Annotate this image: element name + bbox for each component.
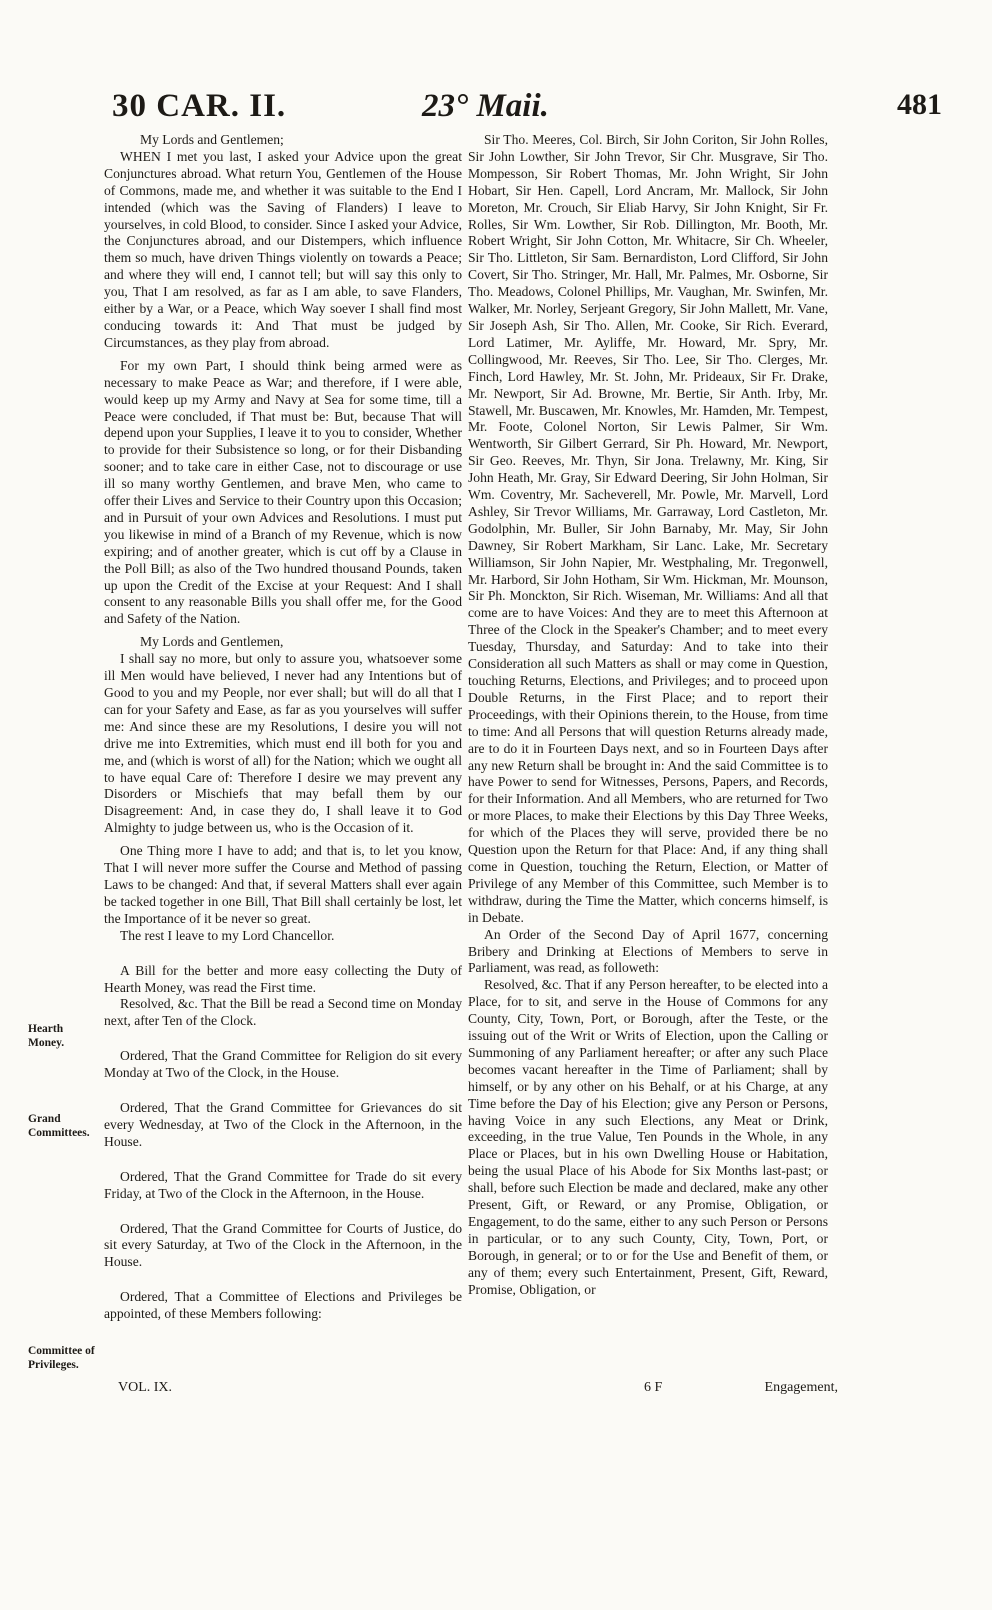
catchword: Engagement,: [764, 1380, 838, 1395]
paragraph: For my own Part, I should think being armed were as necessary to make Peace as War; and therefore, if I were able, would keep up my Army and Navy at Sea for some time, till a Peace were concluded, if That must be: But, because That will depend upon your Supplies, I leave it to you to consider, Whether to provide for their Subsistence so long, or for their Disbanding sooner; and to take care in either Case, not to discourage or use ill so many worthy Gentlemen, and brave Men, who came to offer their Lives and Service to their Country upon this Occasion; and in Pursuit of your own Advices and Resolutions. I must put you likewise in mind of a Branch of my Revenue, which is now expiring; and of another greater, which is cut off by a Clause in the Poll Bill; as also of the Two hundred thousand Pounds, taken up upon the Credit of the Excise at your Request: And I shall consent to any reasonable Bills you shall offer me, for the Good and Safety of the Nation.: [104, 357, 462, 627]
margin-note-hearth-money: Hearth Money.: [28, 1023, 65, 1049]
margin-note-committee-of-privileges: Committee of Privileges.: [28, 1345, 95, 1371]
paragraph: Ordered, That a Committee of Elections and Privileges be appointed, of these Members following:: [104, 1289, 462, 1322]
left-column: [104, 132, 462, 1323]
paragraph: The rest I leave to my Lord Chancellor.: [120, 927, 335, 943]
paragraph: Sir Tho. Meeres, Col. Birch, Sir John Coriton, Sir John Rolles, Sir John Lowther, Sir John Trevor, Sir Chr. Musgrave, Sir Tho. Mompesson, Sir Robert Thomas, Mr. John Wright, Sir John Hobart, Sir Hen. Capell, Lord Ancram, Mr. Mallock, Sir John Moreton, Mr. Crouch, Sir Eliab Harvy, Sir John Knight, Sir Fr. Rolles, Sir Wm. Lowther, Sir Rob. Dillington, Mr. Booth, Mr. Robert Wright, Sir John Cotton, Mr. Whitacre, Sir Ch. Wheeler, Sir Tho. Littleton, Sir Sam. Bernardiston, Lord Clifford, Sir John Covert, Sir Tho. Stringer, Mr. Hall, Mr. Palmes, Mr. Osborne, Sir Tho. Meadows, Colonel Phillips, Mr. Vaughan, Mr. Swinfen, Mr. Walker, Mr. Norley, Serjeant Gregory, Sir John Mallett, Mr. Vane, Sir Joseph Ash, Sir Tho. Allen, Mr. Cooke, Sir Rich. Everard, Lord Latimer, Mr. Ayliffe, Mr. Howard, Mr. Spry, Mr. Collingwood, Mr. Reeves, Sir Tho. Lee, Sir Tho. Clerges, Mr. Finch, Lord Hawley, Mr. St. John, Mr. Prideaux, Sir Fr. Drake, Mr. Newport, Sir Ad. Browne, Mr. Bertie, Sir Anth. Irby, Mr. Stawell, Mr. Buscawen, Mr. Knowles, Mr. Hamden, Mr. Tempest, Mr. Foote, Colonel Norton, Sir Lewis Palmer, Sir Wm. Wentworth, Sir Gilbert Gerrard, Sir Ph. Howard, Mr. Newport, Sir Geo. Reeves, Mr. Thyn, Sir Jona. Trelawny, Mr. King, Sir John Heath, Mr. Gray, Sir Edward Deering, Sir John Holman, Sir Wm. Coventry, Mr. Sacheverell, Mr. Powle, Mr. Marvell, Lord Ashley, Sir Trevor Williams, Mr. Garraway, Lord Castleton, Mr. Godolphin, Mr. Buller, Sir John Barnaby, Mr. May, Sir John Dawney, Sir Robert Markham, Sir Lanc. Lake, Mr. Secretary Williamson, Sir John Napier, Mr. Westphaling, Mr. Tregonwell, Mr. Harbord, Sir John Hotham, Sir Wm. Hickman, Mr. Mounson, Sir Ph. Monckton, Sir Rich. Wiseman, Mr. Williams: And all that come are to have Voices: And they are to meet this Afternoon at Three of the Clock in the Speaker's Chamber; and to meet every Tuesday, Thursday, and Saturday: And to take into their Consideration all such Matters as shall or may come in Question, touching Returns, Elections, and Privileges; and to proceed upon Double Returns, in the First Place; and to report their Proceedings, with their Opinions therein, to the House, from time to time: And all Persons that will question Returns already made, are to do it in Fourteen Days next, and so in Fourteen Days after any new Return shall be brought in: And the said Committee is to have Power to send for Witnesses, Persons, Papers, and Records, for their Information. And all Members, who are returned for Two or more Places, to make their Elections by this Day Three Weeks, for which of the Places they will serve, provided there be no Question upon the Return for that Place: And, if any thing shall come in Question, touching the Return, Election, or Matter of Privilege of any Member of this Committee, such Member is to withdraw, during the Time the Matter, which concerns himself, is in Debate.: [468, 132, 828, 925]
running-head-date: 23° Maii.: [422, 88, 549, 124]
volume-label: VOL. IX.: [118, 1380, 173, 1395]
paragraph: I shall say no more, but only to assure you, whatsoever some ill Men would have believed, I never had any Intentions but of Good to you and my People, nor ever shall; but will do all that I can for your Safety and Ease, as far as you yourselves will suffer me: And since these are my Resolutions, I desire you will not drive me into Extremities, which must end ill both for you and me, and (which is worst of all) for the Nation; which we ought all to have equal Care of: Therefore I desire we may prevent any Disorders or Mischiefs that may befall them by our Disagreement: And, in case they do, I shall leave it to God Almighty to judge between us, who is the Occasion of it.: [104, 651, 462, 836]
running-head-reign: 30 CAR. II.: [112, 88, 287, 124]
paragraph: An Order of the Second Day of April 1677, concerning Bribery and Drinking at Elections of Members to serve in Parliament, was read, as followeth:: [468, 926, 828, 976]
salutation: My Lords and Gentlemen,: [140, 634, 284, 650]
right-column: [468, 132, 828, 1299]
page-header: [112, 88, 942, 134]
paragraph: Resolved, &c. That if any Person hereafter, to be elected into a Place, for to sit, and serve in the House of Commons for any County, City, Town, Port, or Borough, after the Teste, or the issuing out of the Writ or Writs of Election, upon the Calling or Summoning of any Parliament hereafter; or after any such Place becomes vacant hereafter in the Time of Parliament; shall by himself, or by any other on his Behalf, or at his Charge, at any Time before the Day of his Election; give any Person or Persons, having Voice in any such Elections, any Meat or Drink, exceeding, in the true Value, Ten Pounds in the Whole, in any Place or Places, but in his own Dwelling House or Habitation, being the usual Place of his Abode for Six Months last-past; or shall, before such Election be made and declared, make any other Present, Gift, or Reward, or any Promise, Obligation, or Engagement, to do the same, either to any such Person or Persons in particular, or to any such County, City, Town, Port, or Borough, in general; or to or for the Use and Benefit of them, or any of them; every such Entertainment, Present, Gift, Reward, Promise, Obligation, or: [468, 977, 828, 1297]
paragraph: Ordered, That the Grand Committee for Religion do sit every Monday at Two of the Clock, in the House.: [104, 1048, 462, 1081]
paragraph: Ordered, That the Grand Committee for Trade do sit every Friday, at Two of the Clock in the Afternoon, in the House.: [104, 1168, 462, 1201]
paragraph: Ordered, That the Grand Committee for Courts of Justice, do sit every Saturday, at Two of the Clock in the Afternoon, in the House.: [104, 1220, 462, 1270]
paragraph: Ordered, That the Grand Committee for Grievances do sit every Wednesday, at Two of the Clock in the Afternoon, in the House.: [104, 1100, 462, 1149]
margin-note-grand-committees: Grand Committees.: [28, 1113, 90, 1139]
paragraph: Resolved, &c. That the Bill be read a Second time on Monday next, after Ten of the Clock.: [104, 996, 462, 1029]
paragraph: A Bill for the better and more easy collecting the Duty of Hearth Money, was read the First time.: [104, 962, 462, 995]
paragraph: WHEN I met you last, I asked your Advice upon the great Conjunctures abroad. What return You, Gentlemen of the House of Commons, made me, and whether it was suitable to the End I intended (which was the Saving of Flanders) I leave to yourselves, in cold Blood, to consider. Since I asked your Advice, the Conjunctures abroad, and our Distempers, which influence them so much, have driven Things violently on towards a Peace; and where they will end, I cannot tell; but will say this only to you, That I am resolved, as far as I am able, to save Flanders, either by a War, or a Peace, which Way soever I shall find most conducing towards it: And That must be judged by Circumstances, as they play from abroad.: [104, 148, 462, 350]
page-footer: [118, 1380, 838, 1400]
page-number: 481: [897, 88, 942, 121]
paragraph: One Thing more I have to add; and that is, to let you know, That I will never more suffer the Course and Method of passing Laws to be changed: And that, if several Matters shall ever again be tacked together in one Bill, That Bill shall certainly be lost, let the Importance of it be never so great.: [104, 843, 462, 926]
salutation: My Lords and Gentlemen;: [140, 132, 284, 147]
signature-mark: 6 F: [644, 1380, 663, 1395]
